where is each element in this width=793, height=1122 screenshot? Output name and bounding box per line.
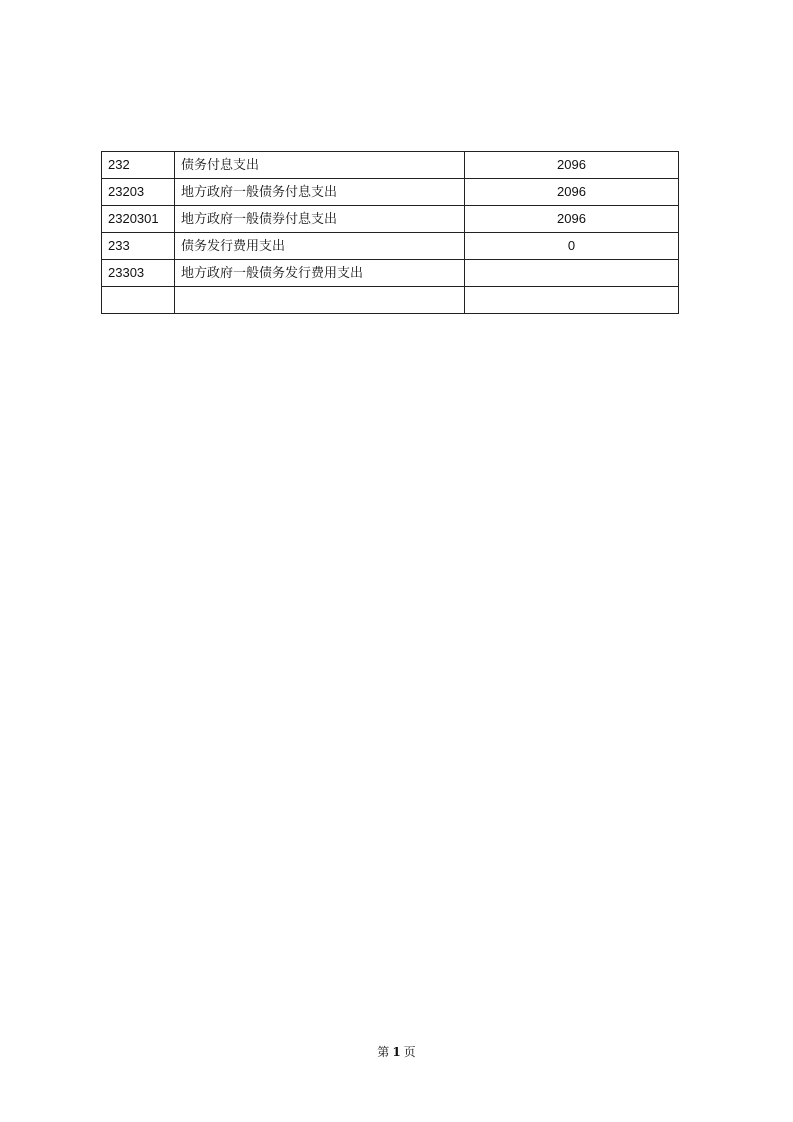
table-row bbox=[102, 233, 679, 260]
table-row bbox=[102, 260, 679, 287]
subject-code: 2320301 bbox=[102, 206, 175, 233]
amount-cell: 2096 bbox=[465, 152, 679, 179]
amount-cell bbox=[465, 260, 679, 287]
amount-cell: 2096 bbox=[465, 179, 679, 206]
subject-code: 23303 bbox=[102, 260, 175, 287]
subject-name bbox=[175, 287, 465, 314]
subject-name: 债务付息支出 bbox=[175, 152, 465, 179]
page-footer bbox=[0, 1043, 793, 1060]
table-row bbox=[102, 152, 679, 179]
subject-name: 地方政府一般债务付息支出 bbox=[175, 179, 465, 206]
amount-cell: 2096 bbox=[465, 206, 679, 233]
table-row bbox=[102, 179, 679, 206]
subject-code: 23203 bbox=[102, 179, 175, 206]
page-prefix: 第 bbox=[377, 1045, 390, 1059]
subject-code: 232 bbox=[102, 152, 175, 179]
subject-name: 地方政府一般债券付息支出 bbox=[175, 206, 465, 233]
amount-cell bbox=[465, 287, 679, 314]
page-suffix: 页 bbox=[403, 1045, 416, 1059]
subject-name: 地方政府一般债务发行费用支出 bbox=[175, 260, 465, 287]
subject-name: 债务发行费用支出 bbox=[175, 233, 465, 260]
table-row bbox=[102, 287, 679, 314]
amount-cell: 0 bbox=[465, 233, 679, 260]
page-number: 1 bbox=[392, 1045, 401, 1059]
subject-code bbox=[102, 287, 175, 314]
expenditure-table bbox=[101, 151, 679, 314]
subject-code: 233 bbox=[102, 233, 175, 260]
table-row bbox=[102, 206, 679, 233]
